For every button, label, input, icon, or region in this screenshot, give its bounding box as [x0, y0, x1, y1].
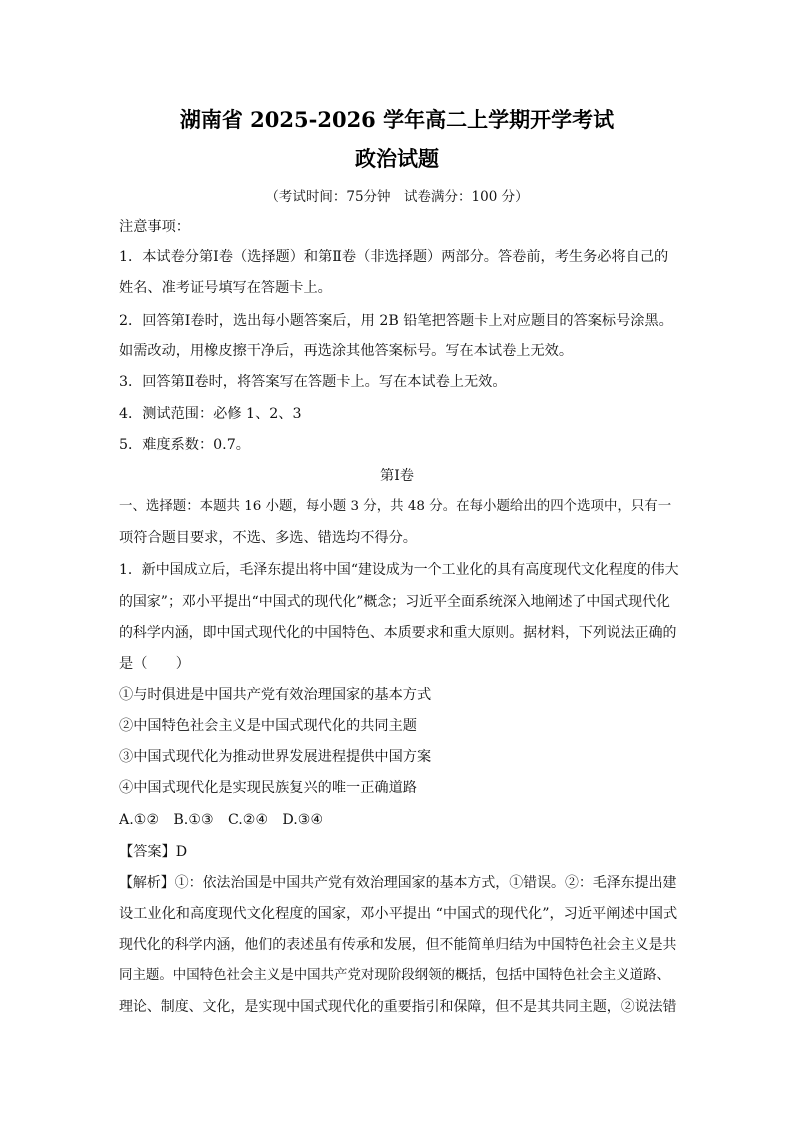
notice-item-1-line-1: 1．本试卷分第Ⅰ卷（选择题）和第Ⅱ卷（非选择题）两部分。答卷前，考生务必将自己的: [119, 249, 669, 265]
question-1-stem-line-4: 是（ ）: [119, 656, 190, 672]
notice-heading: 注意事项：: [119, 219, 190, 235]
exam-title: 湖南省 2025-2026 学年高二上学期开学考试: [179, 107, 615, 132]
notice-item-5: 5．难度系数：0.7。: [119, 437, 250, 453]
section-instructions-line-2: 项符合题目要求，不选、多选、错选均不得分。: [119, 530, 417, 546]
notice-item-4: 4．测试范围：必修 1、2、3: [119, 406, 302, 422]
question-1-answer: 【答案】D: [119, 844, 188, 860]
notice-item-2-line-1: 2．回答第Ⅰ卷时，选出每小题答案后，用 2B 铅笔把答题卡上对应题目的答案标号涂黑。: [119, 313, 673, 329]
notice-item-3: 3．回答第Ⅱ卷时，将答案写在答题卡上。写在本试卷上无效。: [119, 374, 507, 390]
exam-info: （考试时间：75分钟 试卷满分：100 分）: [265, 189, 529, 205]
section-instructions-line-1: 一、选择题：本题共 16 小题，每小题 3 分，共 48 分。在每小题给出的四个选项中，只有一: [119, 499, 672, 514]
question-1-analysis-line-5: 理论、制度、文化，是实现中国式现代化的重要指引和保障，但不是其共同主题，②说法错: [119, 999, 677, 1015]
question-1-analysis-line-4: 同主题。中国特色社会主义是中国共产党对现阶段纲领的概括，包括中国特色社会主义道路、: [119, 968, 670, 983]
question-1-statement-1: ①与时俱进是中国共产党有效治理国家的基本方式: [119, 687, 432, 703]
question-1-statement-4: ④中国式现代化是实现民族复兴的唯一正确道路: [119, 780, 417, 796]
volume-label: 第Ⅰ卷: [380, 468, 414, 484]
question-1-statement-2: ②中国特色社会主义是中国式现代化的共同主题: [119, 718, 417, 734]
notice-item-1-line-2: 姓名、准考证号填写在答题卡上。: [119, 280, 332, 296]
question-1-options: A.①② B.①③ C.②④ D.③④: [119, 812, 324, 828]
question-1-statement-3: ③中国式现代化为推动世界发展进程提供中国方案: [119, 749, 432, 765]
question-1-stem-line-2: 的国家”；邓小平提出“中国式的现代化”概念；习近平全面系统深入地阐述了中国式现代化: [119, 594, 670, 610]
question-1-analysis-line-3: 现代化的科学内涵，他们的表述虽有传承和发展，但不能简单归结为中国特色社会主义是共: [119, 937, 677, 953]
question-1-analysis-line-1: 【解析】①：依法治国是中国共产党有效治理国家的基本方式，①错误。②：毛泽东提出建: [119, 875, 677, 891]
question-1-analysis-line-2: 设工业化和高度现代文化程度的国家，邓小平提出 “中国式的现代化”，习近平阐述中国式: [119, 906, 678, 922]
question-1-stem-line-1: 1．新中国成立后，毛泽东提出将中国“建设成为一个工业化的具有高度现代文化程度的伟大: [119, 562, 679, 578]
notice-item-2-line-2: 如需改动，用橡皮擦干净后，再选涂其他答案标号。写在本试卷上无效。: [119, 343, 574, 359]
subject-title: 政治试题: [355, 146, 439, 171]
question-1-stem-line-3: 的科学内涵，即中国式现代化的中国特色、本质要求和重大原则。据材料，下列说法正确的: [119, 625, 677, 641]
